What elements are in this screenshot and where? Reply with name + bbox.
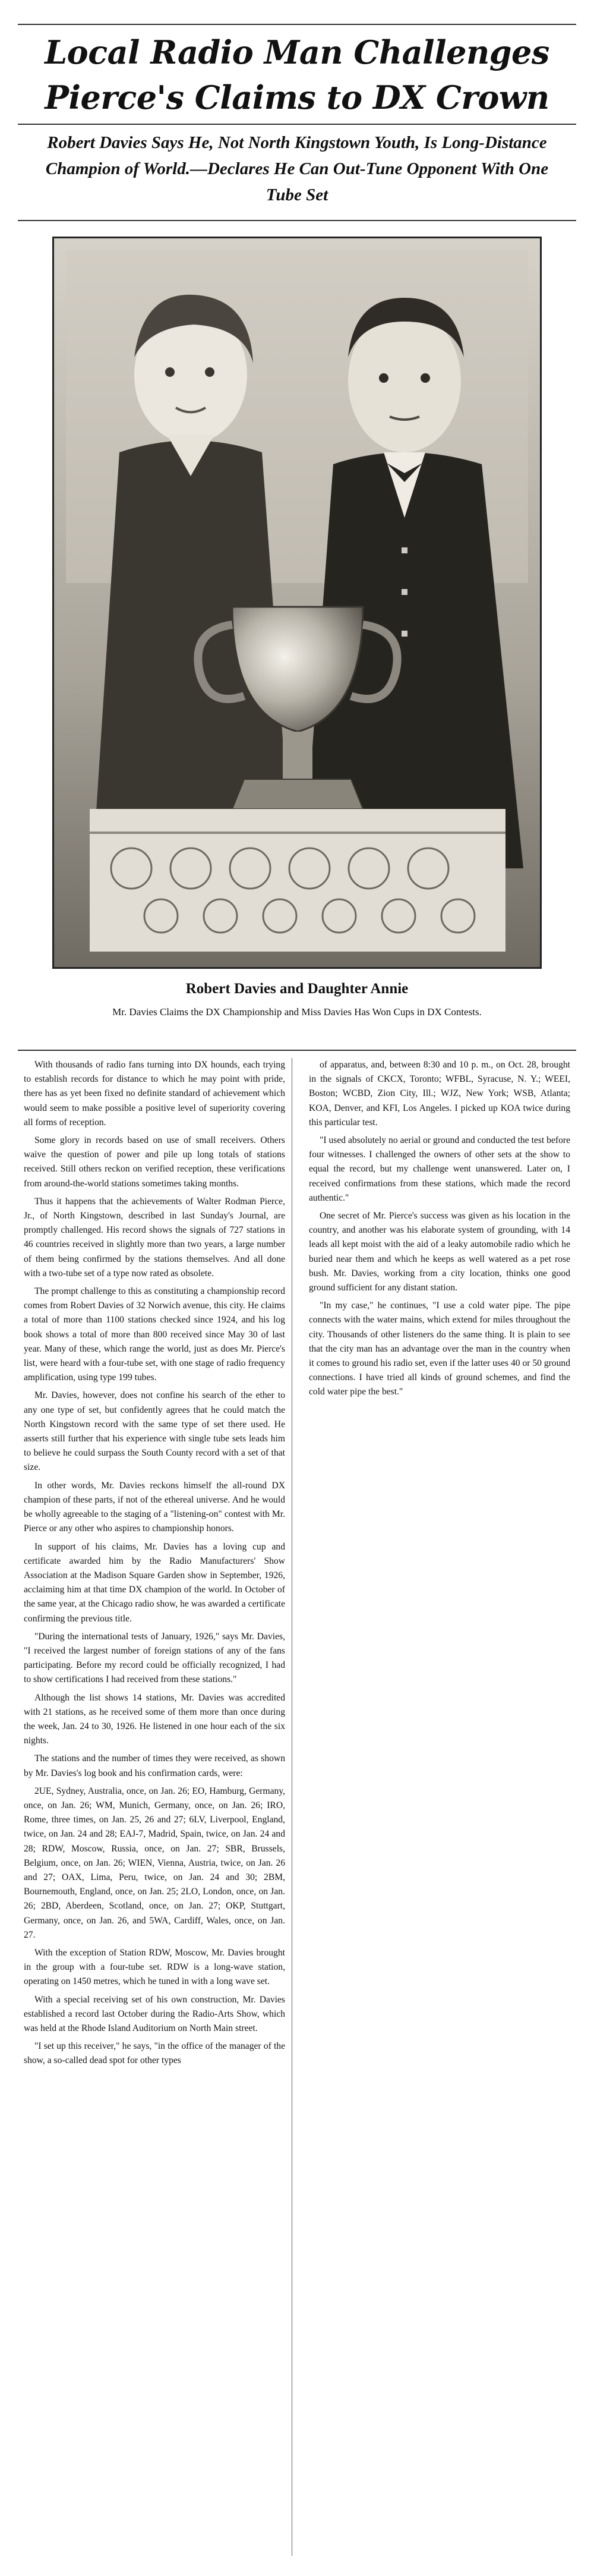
left-paragraph: With thousands of radio fans turning into DX hounds, each trying to establish records for distance to which he may point with pride, there has as yet been fixed no definite standard of achievement which would seem to make possible a positive level of superiority covering all forms of reception. (24, 1060, 285, 1128)
photo-caption-title: Robert Davies and Daughter Annie (185, 981, 409, 997)
left-paragraph: "During the international tests of January, 1926," says Mr. Davies, "I received the largest number of foreign stations of any of the fans participating. Before my record could be officially recognized, I had to show certifications I had received from these stations." (24, 1631, 285, 1685)
article-column-left (24, 1058, 285, 2072)
article-deck: Robert Davies Says He, Not North Kingstown Youth, Is Long-Distance Champion of World.—Declares He Can Out-Tune Opponent With One Tube Set (45, 133, 549, 204)
left-paragraph: Some glory in records based on use of small receivers. Others waive the question of power and pile up long totals of stations received. Still others reckon on verified reception, these verifications from around-the-world stations sometimes taking months. (24, 1135, 285, 1189)
right-paragraph: One secret of Mr. Pierce's success was given as his location in the country, and another was his elaborate system of grounding, with 14 leads all kept moist with the aid of a leaky automobile radio which he buried near them and which he keeps as well watered as a pet rose bush. Mr. Davies, working from a city location, thinks one good ground sufficient for any distant station. (309, 1211, 570, 1293)
photo-illustration (54, 238, 540, 967)
photo-caption-text: Mr. Davies Claims the DX Championship and Miss Davies Has Won Cups in DX Contests. (112, 1006, 482, 1018)
right-paragraph: "In my case," he continues, "I use a cold water pipe. The pipe connects with the water mains, which extend for miles throughout the city. Thousands of other listeners do the same thing. It is plain to see that the city man has an advantage over the man in the country when it comes to ground his radio set, even if the latter uses 40 or 50 ground connections. I have tried all kinds of ground schemes, and find the cold water pipe the best." (309, 1300, 570, 1397)
rule-under-headline (18, 124, 576, 125)
left-paragraph: Although the list shows 14 stations, Mr. Davies was accredited with 21 stations, as he received some of them more than once during the week, Jan. 24 to 30, 1926. He listened in one hour each of the six nights. (24, 1692, 285, 1746)
left-paragraph: The prompt challenge to this as constituting a championship record comes from Robert Davies of 32 Norwich avenue, this city. He claims a total of more than 1100 stations checked since 1924, and his log book shows a total of more than 800 received since May 30 of last year. Many of these, which range the world, just as does Mr. Pierce's list, were heard with a four-tube set, with one stage of radio frequency amplification, using type 199 tubes. (24, 1286, 285, 1383)
headline-line-2: Pierce's Claims to DX Crown (45, 78, 549, 116)
left-paragraph: With the exception of Station RDW, Moscow, Mr. Davies brought in the group with a four-tube set. RDW is a long-wave station, operating on 1450 metres, which he tuned in with a long wave set. (24, 1947, 285, 1987)
left-paragraph: With a special receiving set of his own construction, Mr. Davies established a record last October during the Radio-Arts Show, which was held at the Rhode Island Auditorium on North Main street. (24, 1994, 285, 2033)
left-paragraph: 2UE, Sydney, Australia, once, on Jan. 26; EO, Hamburg, Germany, once, on Jan. 26; WM, Munich, Germany, once, on Jan. 26; IRO, Rome, three times, on Jan. 25, 26 and 27; 6LV, Liverpool, England, twice, on Jan. 24 and 28; EAJ-7, Madrid, Spain, twice, on Jan. 24 and 28; RDW, Moscow, Russia, once, on Jan. 27; SBR, Brussels, Belgium, once, on Jan. 26; WIEN, Vienna, Austria, twice, on Jan. 26 and 27; OAX, Lima, Peru, twice, on Jan. 24 and 30; 2BM, Bournemouth, England, once, on Jan. 25; 2LO, London, once, on Jan. 26; 2BD, Aberdeen, Scotland, once, on Jan. 27; OKP, Stuttgart, Germany, once, on Jan. 26, and 5WA, Cardiff, Wales, once, on Jan. 27. (24, 1785, 285, 1940)
article-column-right (309, 1058, 570, 1403)
rule-under-deck (18, 220, 576, 221)
left-paragraph: Thus it happens that the achievements of Walter Rodman Pierce, Jr., of North Kingstown, described in last Sunday's Journal, are promptly challenged. His record shows the signals of 727 stations in 46 countries received in slightly more than two years, a large number of them being confirmed by the stations themselves. And all done with a two-tube set of a type now rated as obsolete. (24, 1196, 285, 1278)
left-paragraph: The stations and the number of times they were received, as shown by Mr. Davies's log book and his confirmation cards, were: (24, 1753, 285, 1778)
right-paragraph: of apparatus, and, between 8:30 and 10 p. m., on Oct. 28, brought in the signals of CKCX, Toronto; WFBL, Syracuse, N. Y.; WEEI, Boston; WCBD, Zion City, Ill.; WJZ, New York; WSB, Atlanta; KOA, Denver, and KFI, Los Angeles. I picked up KOA twice during this particular test. (309, 1060, 570, 1128)
right-paragraph: "I used absolutely no aerial or ground and conducted the test before four witnesses. I challenged the owners of other sets at the show to equal the record, but my challenge went unanswered. Later on, I received confirmations from these stations, which made the record authentic." (309, 1135, 570, 1203)
table-cloth (90, 809, 505, 952)
photo-robert-davies-and-daughter (52, 237, 542, 969)
left-paragraph: "I set up this receiver," he says, "in the office of the manager of the show, a so-called dead spot for other types (24, 2041, 285, 2066)
rule-top (18, 24, 576, 25)
left-paragraph: In other words, Mr. Davies reckons himself the all-round DX champion of these parts, if not of the ethereal universe. And he would be wholly agreeable to the staging of a "listening-on" contest with Mr. Pierce or any other who aspires to championship honors. (24, 1480, 285, 1534)
left-paragraph: In support of his claims, Mr. Davies has a loving cup and certificate awarded him by the Radio Manufacturers' Show Association at the Madison Square Garden show in September, 1926, acclaiming him at that time DX champion of the world. In October of the same year, at the Chicago radio show, he was awarded a certificate confirming the previous title. (24, 1541, 285, 1624)
rule-above-body (18, 1050, 576, 1051)
left-paragraph: Mr. Davies, however, does not confine his search of the ether to any one type of set, but confidently agrees that he could match the North Kingstown record with the same type of set there used. He asserts still further that his experience with single tube sets leads him to believe he could surpass the South County record with a set of that size. (24, 1390, 285, 1473)
article-headline (18, 30, 576, 120)
headline-line-1: Local Radio Man Challenges (45, 33, 549, 71)
